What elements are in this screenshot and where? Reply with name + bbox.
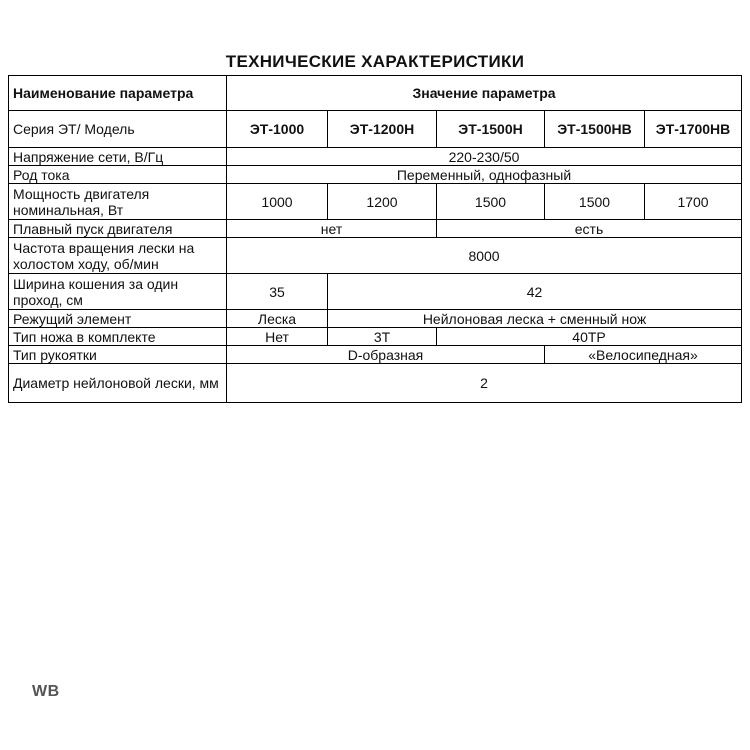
value-cell: «Велосипедная» xyxy=(545,346,742,364)
row-label: Мощность двигателя номинальная, Вт xyxy=(9,184,227,220)
value-cell: 1000 xyxy=(227,184,328,220)
row-label: Напряжение сети, В/Гц xyxy=(9,148,227,166)
row-label: Частота вращения лески на холостом ходу, об/мин xyxy=(9,238,227,274)
value-cell: D-образная xyxy=(227,346,545,364)
table-row-series xyxy=(9,111,742,148)
table-row-power xyxy=(9,184,742,220)
model-cell: ЭТ-1200Н xyxy=(328,111,437,148)
table-row-current-type xyxy=(9,166,742,184)
table-row-voltage xyxy=(9,148,742,166)
header-value-cell: Значение параметра xyxy=(227,76,742,111)
row-label: Тип рукоятки xyxy=(9,346,227,364)
value-cell: 2 xyxy=(227,364,742,403)
table-row-cut-width xyxy=(9,274,742,310)
value-cell: 1700 xyxy=(645,184,742,220)
wb-logo: WB xyxy=(32,683,60,700)
specifications-table xyxy=(8,75,742,403)
row-label: Ширина кошения за один проход, см xyxy=(9,274,227,310)
header-param-cell: Наименование параметра xyxy=(9,76,227,111)
model-cell: ЭТ-1500Н xyxy=(437,111,545,148)
value-cell: Нет xyxy=(227,328,328,346)
value-cell: 40ТР xyxy=(437,328,742,346)
table-row-soft-start xyxy=(9,220,742,238)
row-label: Плавный пуск двигателя xyxy=(9,220,227,238)
value-cell: 8000 xyxy=(227,238,742,274)
model-cell: ЭТ-1700НВ xyxy=(645,111,742,148)
value-cell: Леска xyxy=(227,310,328,328)
model-cell: ЭТ-1500НВ xyxy=(545,111,645,148)
row-label: Тип ножа в комплекте xyxy=(9,328,227,346)
value-cell: 1500 xyxy=(437,184,545,220)
row-label: Режущий элемент xyxy=(9,310,227,328)
table-header-row xyxy=(9,76,742,111)
row-label: Диаметр нейлоновой лески, мм xyxy=(9,364,227,403)
table-row-knife-type xyxy=(9,328,742,346)
value-cell: 1200 xyxy=(328,184,437,220)
value-cell: есть xyxy=(437,220,742,238)
model-cell: ЭТ-1000 xyxy=(227,111,328,148)
table-row-handle-type xyxy=(9,346,742,364)
value-cell: Нейлоновая леска + сменный нож xyxy=(328,310,742,328)
value-cell: нет xyxy=(227,220,437,238)
value-cell: 35 xyxy=(227,274,328,310)
value-cell: 220-230/50 xyxy=(227,148,742,166)
page-title: ТЕХНИЧЕСКИЕ ХАРАКТЕРИСТИКИ xyxy=(225,52,525,71)
value-cell: 42 xyxy=(328,274,742,310)
table-row-cutting-element xyxy=(9,310,742,328)
value-cell: 3Т xyxy=(328,328,437,346)
value-cell: Переменный, однофазный xyxy=(227,166,742,184)
table-row-line-speed xyxy=(9,238,742,274)
row-label: Род тока xyxy=(9,166,227,184)
value-cell: 1500 xyxy=(545,184,645,220)
table-row-line-diameter xyxy=(9,364,742,403)
row-label: Серия ЭТ/ Модель xyxy=(9,111,227,148)
